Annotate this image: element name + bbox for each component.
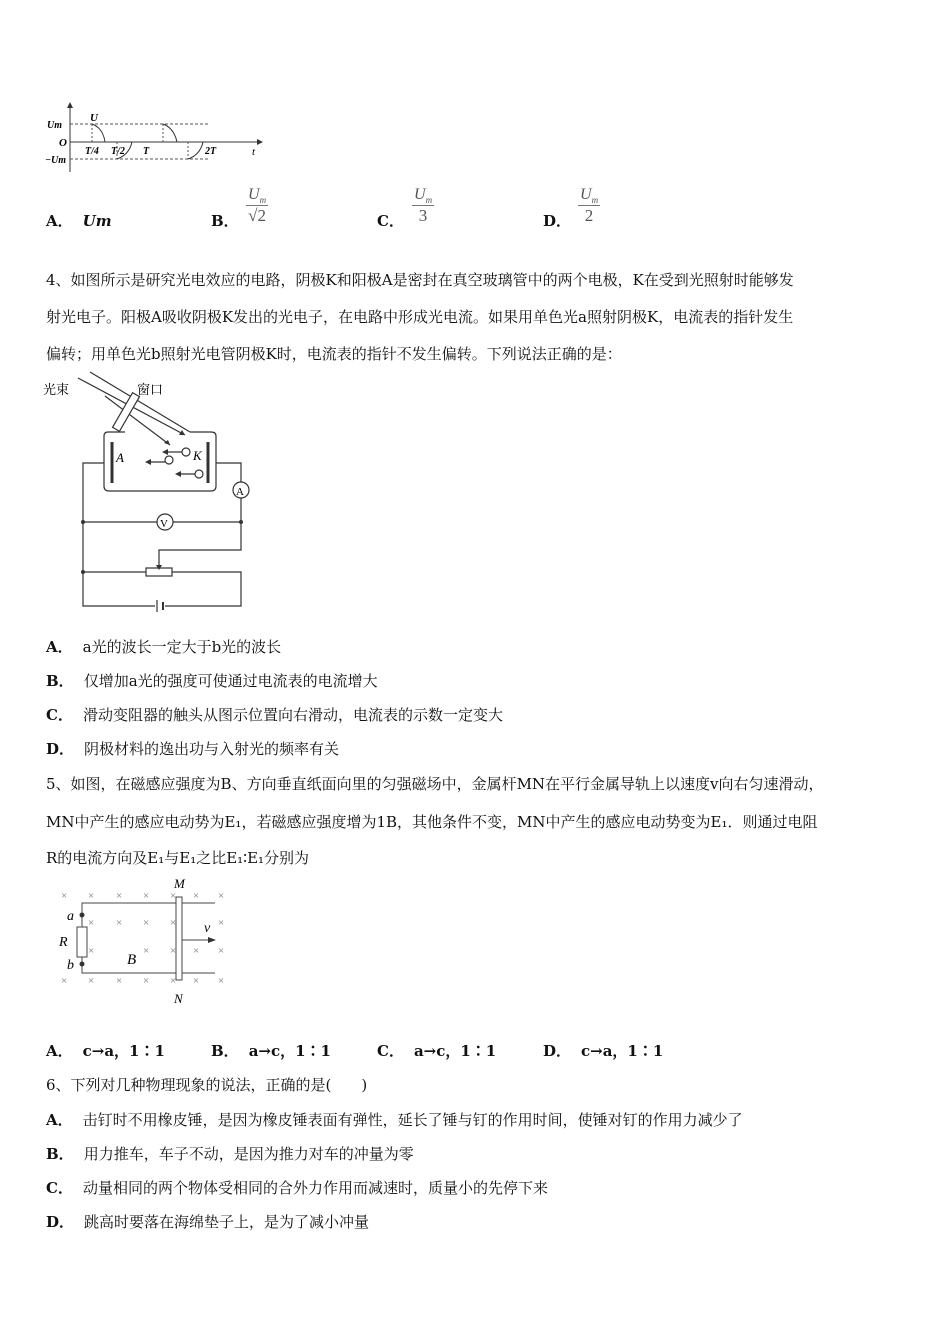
label-m: M — [174, 876, 185, 891]
field-cross-icon: × — [116, 917, 123, 929]
field-cross-icon: × — [61, 975, 68, 987]
numerator: U — [248, 186, 260, 203]
q6-option-a[interactable] — [46, 1110, 743, 1130]
option-text: 动量相同的两个物体受相同的合外力作用而减速时，质量小的先停下来 — [82, 1179, 548, 1197]
q6-option-c[interactable] — [46, 1178, 548, 1198]
field-cross-icon: × — [88, 890, 95, 902]
field-cross-icon: × — [218, 975, 225, 987]
option-text: 阴极材料的逸出功与入射光的频率有关 — [84, 740, 340, 758]
field-cross-icon: × — [88, 945, 95, 957]
label-field-b: B — [127, 952, 137, 968]
graph-label-um: Um — [47, 120, 62, 131]
option-label: A． — [46, 212, 73, 230]
q3-option-a[interactable] — [46, 211, 112, 231]
q4-option-a[interactable] — [46, 637, 281, 657]
option-label: B． — [211, 1042, 239, 1060]
q4-stem-line: 4、如图所示是研究光电效应的电路，阴极K和阳极A是密封在真空玻璃管中的两个电极，K在受到光照射时能够发 — [46, 271, 794, 289]
q4-option-b[interactable] — [46, 671, 378, 691]
option-label: D． — [46, 740, 75, 758]
field-cross-icon: × — [218, 917, 225, 929]
field-cross-icon: × — [143, 945, 150, 957]
field-cross-icon: × — [170, 890, 177, 902]
field-cross-icon: × — [193, 890, 200, 902]
field-cross-icon: × — [116, 890, 123, 902]
voltmeter-label: V — [160, 518, 168, 530]
field-cross-icon: × — [88, 917, 95, 929]
subscript: m — [259, 195, 267, 206]
field-cross-icon: × — [218, 890, 225, 902]
label-n: N — [174, 991, 183, 1006]
label-window: 窗口 — [137, 382, 164, 397]
numerator: U — [414, 186, 426, 203]
option-label: C． — [377, 212, 404, 230]
option-label: C． — [46, 1179, 73, 1197]
q5-option-d[interactable] — [543, 1041, 663, 1061]
voltage-time-graph — [45, 100, 275, 180]
option-text: a→c，1∶1 — [413, 1042, 497, 1060]
field-cross-icon: × — [193, 975, 200, 987]
option-label: C． — [377, 1042, 404, 1060]
field-cross-icon: × — [170, 945, 177, 957]
q3-option-c-fraction — [412, 186, 434, 226]
option-text: c→a，1∶1 — [82, 1042, 165, 1060]
q6-option-d[interactable] — [46, 1212, 369, 1232]
label-r: R — [59, 935, 68, 950]
field-cross-icon: × — [143, 975, 150, 987]
graph-tick: T/2 — [111, 146, 125, 157]
option-label: D． — [46, 1213, 75, 1231]
field-cross-icon: × — [116, 975, 123, 987]
q5-stem-line: MN中产生的感应电动势为E₁，若磁感应强度增为1B，其他条件不变，MN中产生的感应电动势变为E₁．则通过电阻 — [46, 813, 818, 831]
graph-axis-t: t — [252, 146, 256, 158]
option-text: 仅增加a光的强度可使通过电流表的电流增大 — [83, 672, 378, 690]
magnetic-rail-diagram — [50, 870, 240, 1010]
label-a: a — [67, 909, 74, 924]
option-label: A． — [46, 638, 73, 656]
q3-option-b-fraction — [246, 186, 268, 226]
photoelectric-circuit-diagram — [40, 370, 270, 620]
option-text: Um — [82, 212, 112, 230]
q4-stem-line: 偏转；用单色光b照射光电管阴极K时，电流表的指针不发生偏转。下列说法正确的是： — [46, 345, 622, 363]
q4-stem-line: 射光电子。阳极A吸收阴极K发出的光电子，在电路中形成光电流。如果用单色光a照射阴极K，电流表的指针发生 — [46, 308, 794, 326]
q3-option-b[interactable] — [211, 211, 249, 231]
graph-label-minus-um: −Um — [45, 155, 67, 166]
q5-stem-line: R的电流方向及E₁与E₁之比E₁∶E₁分别为 — [46, 849, 310, 867]
q4-option-c[interactable] — [46, 705, 503, 725]
label-b: b — [67, 958, 74, 973]
field-cross-icon: × — [170, 975, 177, 987]
q5-option-b[interactable] — [211, 1041, 331, 1061]
graph-label-u: U — [90, 112, 98, 124]
q3-option-c[interactable] — [377, 211, 414, 231]
q6-stem: 6、下列对几种物理现象的说法，正确的是( ) — [46, 1076, 368, 1094]
option-text: 击钉时不用橡皮锤，是因为橡皮锤表面有弹性，延长了锤与钉的作用时间，使锤对钉的作用力减少了 — [82, 1111, 743, 1129]
q3-option-d[interactable] — [543, 211, 581, 231]
field-cross-icon: × — [61, 890, 68, 902]
option-text: 滑动变阻器的触头从图示位置向右滑动，电流表的示数一定变大 — [82, 706, 503, 724]
option-text: a光的波长一定大于b光的波长 — [82, 638, 282, 656]
graph-tick: 2T — [205, 146, 217, 157]
option-label: C． — [46, 706, 73, 724]
q5-stem-line: 5、如图，在磁感应强度为B、方向垂直纸面向里的匀强磁场中，金属杆MN在平行金属导轨上以速度v向右匀速滑动， — [46, 775, 824, 793]
field-cross-icon: × — [218, 945, 225, 957]
field-cross-icon: × — [193, 945, 200, 957]
denominator: 3 — [418, 206, 428, 226]
option-text: c→a，1∶1 — [581, 1042, 664, 1060]
field-cross-icon: × — [143, 917, 150, 929]
field-cross-icon: × — [143, 890, 150, 902]
field-cross-icon: × — [170, 917, 177, 929]
option-label: B． — [46, 1145, 74, 1163]
option-label: A． — [46, 1042, 73, 1060]
numerator: U — [580, 186, 592, 203]
option-label: B． — [46, 672, 74, 690]
label-velocity: v — [204, 921, 211, 936]
option-label: A． — [46, 1111, 73, 1129]
option-label: D． — [543, 1042, 572, 1060]
option-label: B． — [211, 212, 239, 230]
q5-option-a[interactable] — [46, 1041, 165, 1061]
graph-label-origin: O — [59, 137, 67, 149]
label-beam: 光束 — [43, 382, 70, 397]
option-text: a→c，1∶1 — [248, 1042, 331, 1060]
q4-option-d[interactable] — [46, 739, 339, 759]
graph-tick: T — [143, 146, 150, 157]
subscript: m — [425, 195, 433, 206]
label-anode: A — [116, 450, 124, 465]
denominator: 2 — [584, 206, 594, 226]
field-cross-icon: × — [88, 975, 95, 987]
option-text: 跳高时要落在海绵垫子上，是为了减小冲量 — [84, 1213, 370, 1231]
q5-option-c[interactable] — [377, 1041, 496, 1061]
q3-option-d-fraction — [578, 186, 600, 226]
subscript: m — [591, 195, 599, 206]
label-cathode: K — [193, 448, 202, 463]
q6-option-b[interactable] — [46, 1144, 414, 1164]
option-text: 用力推车，车子不动，是因为推力对车的冲量为零 — [83, 1145, 414, 1163]
option-label: D． — [543, 212, 572, 230]
ammeter-label: A — [236, 486, 244, 498]
denominator: √2 — [248, 206, 266, 226]
graph-tick: T/4 — [85, 146, 99, 157]
